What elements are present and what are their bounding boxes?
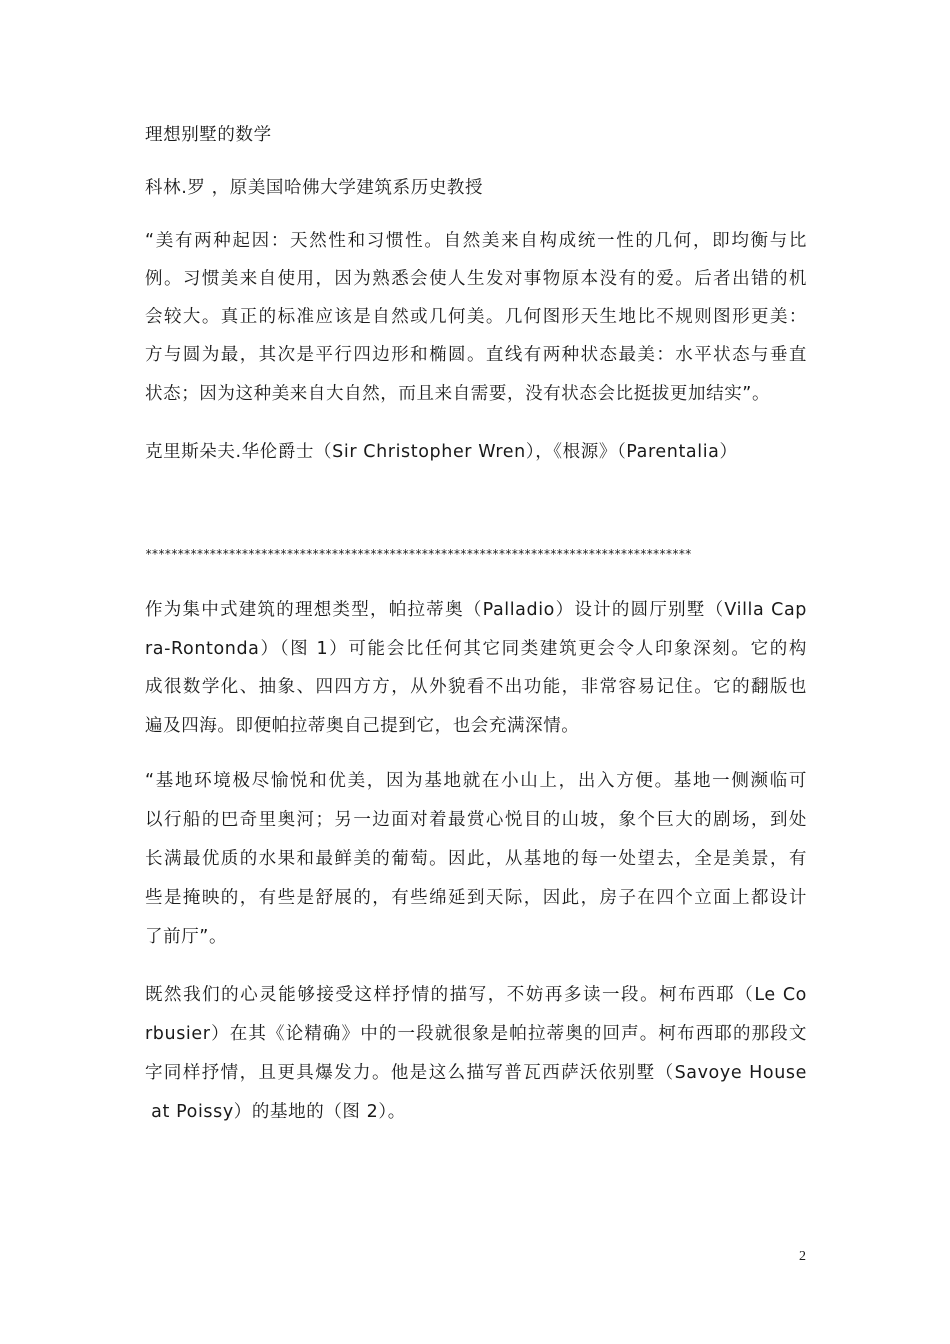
quote2-line: 以行船的巴奇里奥河；另一边面对着最赏心悦目的山坡，象个巨大的剧场，到处 (145, 810, 807, 830)
document-title: 理想别墅的数学 (145, 125, 272, 145)
quote1-line: 会较大。真正的标准应该是自然或几何美。几何图形天生地比不规则图形更美： (145, 307, 807, 327)
quote2-line: “基地环境极尽愉悦和优美，因为基地就在小山上，出入方便。基地一侧濒临可 (145, 771, 807, 791)
paragraph1-line: ra-Rontonda）（图 1）可能会比任何其它同类建筑更会令人印象深刻。它的构 (145, 639, 807, 659)
paragraph2-line: 既然我们的心灵能够接受这样抒情的描写，不妨再多读一段。柯布西耶（Le Co (145, 985, 807, 1005)
quote2-line: 长满最优质的水果和最鲜美的葡萄。因此，从基地的每一处望去，全是美景，有 (145, 849, 807, 869)
paragraph1-line: 作为集中式建筑的理想类型，帕拉蒂奥（Palladio）设计的圆厅别墅（Villa Cap (145, 600, 807, 620)
quote1-line: 例。习惯美来自使用，因为熟悉会使人生发对事物原本没有的爱。后者出错的机 (145, 269, 807, 289)
paragraph2-line: at Poissy）的基地的（图 2）。 (145, 1102, 406, 1122)
paragraph2-line: 字同样抒情，且更具爆发力。他是这么描写普瓦西萨沃依别墅（Savoye House (145, 1063, 807, 1083)
quote2-line: 些是掩映的，有些是舒展的，有些绵延到天际，因此，房子在四个立面上都设计 (145, 888, 807, 908)
quote1-line: “美有两种起因：天然性和习惯性。自然美来自构成统一性的几何，即均衡与比 (145, 231, 807, 251)
quote1-line: 状态；因为这种美来自大自然，而且来自需要，没有状态会比挺拔更加结实”。 (145, 384, 771, 404)
author-line: 科林.罗 ，原美国哈佛大学建筑系历史教授 (145, 178, 484, 198)
quote1-line: 方与圆为最，其次是平行四边形和椭圆。直线有两种状态最美：水平状态与垂直 (145, 345, 807, 365)
paragraph2-line: rbusier）在其《论精确》中的一段就很象是帕拉蒂奥的回声。柯布西耶的那段文 (145, 1024, 807, 1044)
quote1-attribution: 克里斯朵夫.华伦爵士（Sir Christopher Wren），《根源》（Parentalia） (145, 442, 738, 462)
paragraph1-line: 遍及四海。即便帕拉蒂奥自己提到它，也会充满深情。 (145, 716, 580, 736)
section-separator: ************************************************************************************* (145, 547, 692, 561)
page-number: 2 (799, 1249, 806, 1264)
paragraph1-line: 成很数学化、抽象、四四方方，从外貌看不出功能，非常容易记住。它的翻版也 (145, 677, 807, 697)
quote2-line: 了前厅”。 (145, 927, 228, 947)
